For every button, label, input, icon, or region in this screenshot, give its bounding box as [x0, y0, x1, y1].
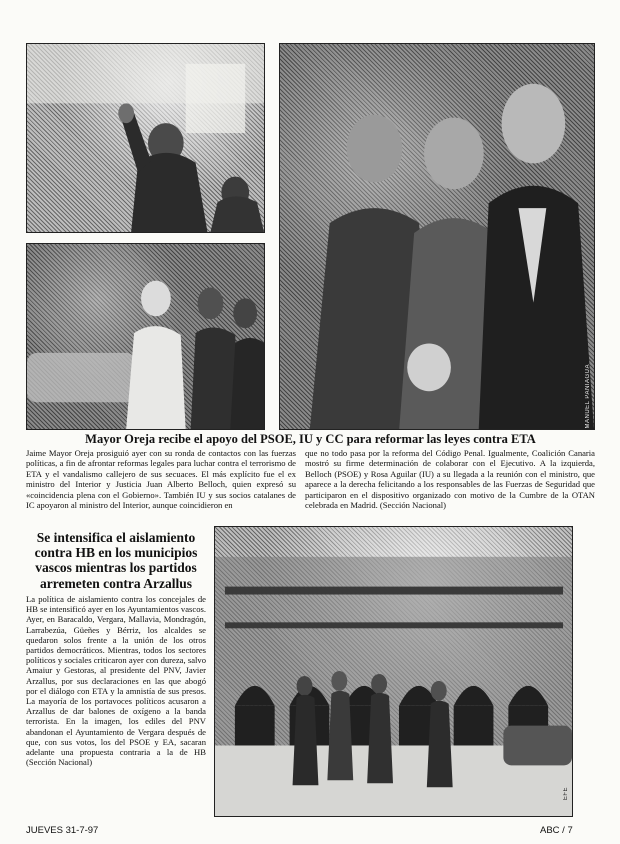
photo-credit-town-hall: EFE — [563, 787, 569, 801]
main-body-left: Jaime Mayor Oreja prosiguió ayer con su ronda de contactos con las fuerzas políticas, a fin de afrontar reformas legales para luchar contra el terrorismo de ETA y el vandalismo callejero de sus secuaces. El más explícito fue el ex ministro del Interior y Justicia Juan Alberto Belloch, quien expresó su «coincidencia plena con el Gobierno». También IU y sus socios catalanes de IC apoyaron al ministro del Interior, aunque coincidieron en — [26, 448, 296, 511]
footer-date: JUEVES 31-7-97 — [26, 825, 99, 836]
photo-man-waving-figures — [27, 44, 264, 232]
photo-mayor-oreja — [279, 43, 595, 430]
photo-credit-main: MANUEL PANIAGUA — [585, 364, 591, 429]
photo-mayor-oreja-figures — [280, 44, 594, 429]
main-headline: Mayor Oreja recibe el apoyo del PSOE, IU y CC para reformar las leyes contra ETA — [85, 432, 536, 446]
photo-aguilar-arrival — [26, 243, 265, 430]
photo-aguilar-arrival-figures — [27, 244, 264, 429]
photo-man-waving — [26, 43, 265, 233]
footer-page-number: ABC / 7 — [540, 825, 573, 836]
photo-vergara-town-hall-figures — [215, 527, 572, 816]
photo-vergara-town-hall — [214, 526, 573, 817]
main-body-right: que no todo pasa por la reforma del Código Penal. Igualmente, Coalición Canaria mostró su firme determinación de colaborar con el Ejecutivo. A la izquierda, Belloch (PSOE) y Rosa Aguilar (IU) a su llegada a la reunión con el ministro, que aparece a la derecha felicitando a los responsables de las Fuerzas de Seguridad que participaron en el dispositivo organizado con motivo de la Cumbre de la OTAN celebrada en Madrid. (Sección Nacional) — [305, 448, 595, 511]
second-headline: Se intensifica el aislamiento contra HB en los municipios vascos mientras los partidos arremeten contra Arzallus — [34, 530, 198, 591]
second-body: La política de aislamiento contra los concejales de HB se intensificó ayer en los Ayuntamientos vascos. Ayer, en Baracaldo, Vergara, Mallavia, Mondragón, Larrabezúa, Güeñes y Bérriz, los alcaldes se quedaron solos frente a la unión de los otros partidos democráticos. Mientras, todos los sectores políticos y sociales criticaron ayer con dureza, salvo Amaiur y Gestoras, al presidente del PNV, Javier Arzallus, por sus declaraciones en las que abogó por el diálogo con ETA y la amnistía de sus presos. La mayoría de los portavoces políticos acusaron a Arzallus de dar balones de oxígeno a la banda terrorista. En la imagen, los ediles del PNV abandonan el Ayuntamiento de Vergara después de que, con sus votos, los del PSOE y EA, sacaran adelante una propuesta contraria a la de HB (Sección Nacional) — [26, 594, 206, 768]
